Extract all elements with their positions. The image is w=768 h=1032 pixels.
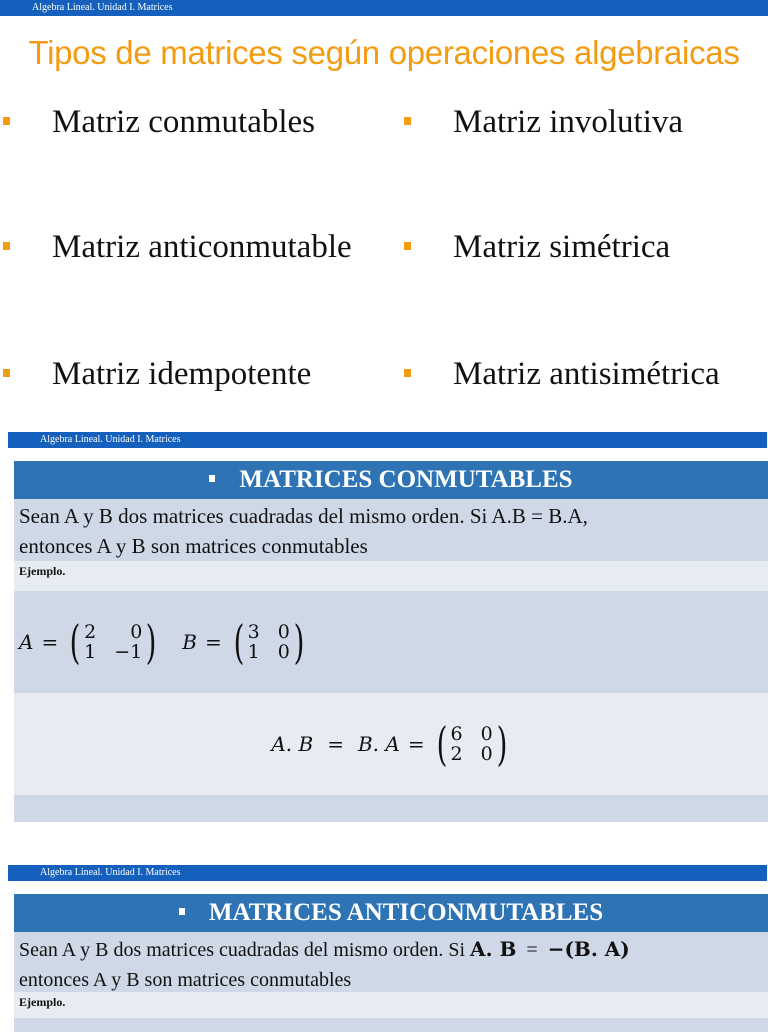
matrix-cell: 6 xyxy=(450,723,463,745)
table-heading xyxy=(14,461,768,499)
bullet-square-icon xyxy=(3,242,10,250)
definition-line: Sean A y B dos matrices cuadradas del mismo orden. Si A.B = B.A, xyxy=(19,504,588,528)
definition-line: entonces A y B son matrices conmutables xyxy=(19,969,352,991)
matrices-row xyxy=(14,591,768,693)
example-label: Ejemplo. xyxy=(14,561,768,591)
matrix-cell: 2 xyxy=(450,743,463,765)
definition-line: entonces A y B son matrices conmutables xyxy=(19,534,368,558)
matrix-B-expression: B = ( 3 0 1 0 ) xyxy=(182,619,308,665)
matrix-cell: 0 xyxy=(480,723,493,745)
bullet-square-icon xyxy=(404,369,411,377)
matrix-cell: 2 xyxy=(84,621,97,643)
bullet-square-icon xyxy=(179,908,185,915)
definition-row xyxy=(14,932,768,992)
matrix-cell: 3 xyxy=(247,621,260,643)
list-item: Matriz involutiva xyxy=(453,104,684,140)
table-heading-text: MATRICES CONMUTABLES xyxy=(239,466,573,493)
matrix-A: ( 2 0 1 −1 ) xyxy=(69,615,157,669)
list-item: Matriz antisimétrica xyxy=(453,356,720,392)
matrix-B: ( 3 0 1 0 ) xyxy=(233,615,305,669)
math-symbol: B. A xyxy=(357,732,400,756)
matrix-cell: 0 xyxy=(277,641,290,663)
matrix-cell: 0 xyxy=(480,743,493,765)
math-symbol: A xyxy=(19,630,34,654)
bullet-square-icon xyxy=(404,117,411,125)
math-symbol: −(B. A) xyxy=(547,937,630,961)
table-heading-text: MATRICES ANTICONMUTABLES xyxy=(208,899,604,926)
matrix-cell: −1 xyxy=(114,641,143,663)
table-heading xyxy=(14,894,768,932)
matrix-cell: 1 xyxy=(84,641,97,663)
matrix-A-expression: A = ( 2 0 1 −1 ) xyxy=(19,619,160,665)
example-label: Ejemplo. xyxy=(14,992,768,1018)
math-symbol: B xyxy=(182,630,197,654)
math-symbol: A. B xyxy=(271,732,314,756)
list-item: Matriz anticonmutable xyxy=(52,229,352,265)
definition-line: Sean A y B dos matrices cuadradas del mismo orden. Si A. B = −(B. A) xyxy=(19,937,630,961)
slide-header-bar-1: Algebra Lineal. Unidad I. Matrices xyxy=(0,0,768,16)
list-item: Matriz conmutables xyxy=(52,104,316,140)
empty-row xyxy=(14,1018,768,1032)
list-item: Matriz simétrica xyxy=(453,229,671,265)
definition-row xyxy=(14,499,768,561)
slide-title: Tipos de matrices según operaciones algebraicas xyxy=(28,34,740,71)
slide-header-bar-2: Algebra Lineal. Unidad I. Matrices xyxy=(8,432,767,448)
slide-header-bar-3: Algebra Lineal. Unidad I. Matrices xyxy=(8,865,767,881)
bullet-square-icon xyxy=(404,242,411,250)
math-symbol: A. B xyxy=(470,937,517,961)
matrix-cell: 1 xyxy=(247,641,260,663)
empty-row xyxy=(14,795,768,822)
product-row xyxy=(14,693,768,795)
matrix-cell: 0 xyxy=(277,621,290,643)
bullet-square-icon xyxy=(3,369,10,377)
bullet-square-icon xyxy=(3,117,10,125)
matrix-AB: ( 6 0 2 0 ) xyxy=(436,717,508,771)
conmutables-table xyxy=(14,461,768,822)
matrix-cell: 0 xyxy=(130,621,143,643)
list-item: Matriz idempotente xyxy=(52,356,312,392)
bullet-square-icon xyxy=(209,475,215,482)
anticonmutables-table xyxy=(14,894,768,1032)
product-expression: A. B = B. A = ( 6 0 2 0 ) xyxy=(271,721,510,767)
definition-text: Sean A y B dos matrices cuadradas del mismo orden. Si xyxy=(19,939,471,961)
